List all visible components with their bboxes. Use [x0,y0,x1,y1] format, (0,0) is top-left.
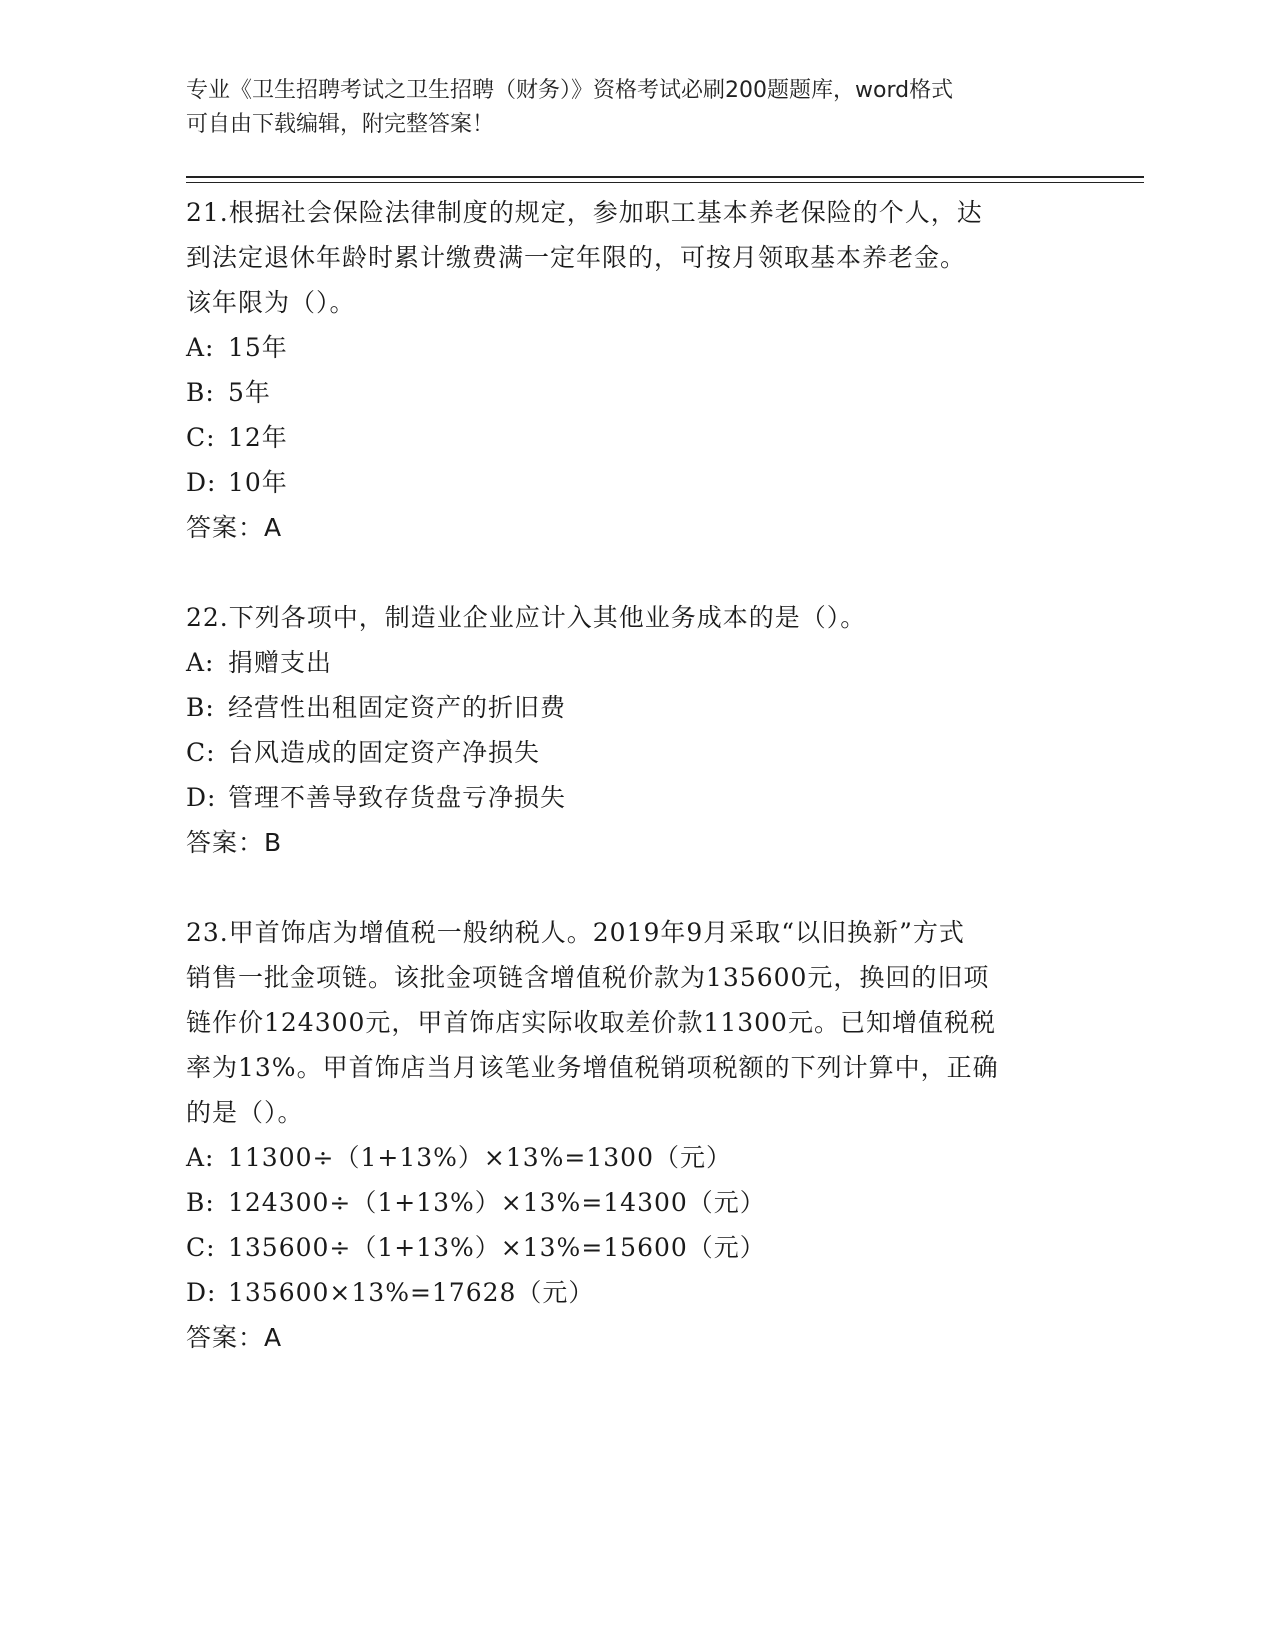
question-stem-line: 的是（）。 [186,1098,304,1127]
header-divider-thin [186,182,1144,183]
answer-line: 答案：A [186,513,283,542]
option-text: 经营性出租固定资产的折旧费 [228,693,567,722]
question-stem-line: 销售一批金项链。该批金项链含增值税价款为135600元，换回的旧项 [186,963,990,992]
option-d [186,775,1086,820]
option-b [186,685,1086,730]
option-a [186,1135,1086,1180]
option-a [186,640,1086,685]
option-label: A: [186,648,215,677]
option-label: C: [186,423,216,452]
question-stem-line: 23.甲首饰店为增值税一般纳税人。2019年9月采取“以旧换新”方式 [186,918,965,947]
option-text: 台风造成的固定资产净损失 [228,738,541,767]
question-spacer [186,550,1086,595]
option-b [186,370,1086,415]
option-text: 捐赠支出 [228,648,333,677]
option-text: 11300÷（1+13%）×13%=1300（元） [228,1143,732,1172]
option-c [186,730,1086,775]
question-stem-line: 到法定退休年龄时累计缴费满一定年限的，可按月领取基本养老金。 [186,243,967,272]
option-c [186,415,1086,460]
option-label: D: [186,1278,217,1307]
option-b [186,1180,1086,1225]
option-label: D: [186,783,217,812]
answer-line: 答案：A [186,1323,283,1352]
question-list [186,190,1086,1360]
header-divider-thick [186,176,1144,178]
option-label: A: [186,1143,215,1172]
option-label: B: [186,693,215,722]
question-stem-line: 链作价124300元，甲首饰店实际收取差价款11300元。已知增值税税 [186,1008,996,1037]
option-d [186,460,1086,505]
question-21 [186,190,1086,550]
question-22 [186,595,1086,865]
option-text: 15年 [228,333,288,362]
question-23 [186,910,1086,1360]
question-spacer [186,865,1086,910]
option-a [186,325,1086,370]
option-label: B: [186,378,215,407]
option-label: A: [186,333,215,362]
option-text: 135600÷（1+13%）×13%=15600（元） [228,1233,766,1262]
question-stem-line: 率为13%。甲首饰店当月该笔业务增值税销项税额的下列计算中，正确 [186,1053,999,1082]
option-text: 12年 [228,423,288,452]
question-stem-line: 该年限为（）。 [186,288,356,317]
page-header [186,74,1086,142]
option-text: 124300÷（1+13%）×13%=14300（元） [228,1188,766,1217]
header-line-1: 专业《卫生招聘考试之卫生招聘（财务）》资格考试必刷200题题库，word格式 [186,78,954,103]
option-d [186,1270,1086,1315]
option-text: 5年 [228,378,271,407]
question-stem-line: 22.下列各项中，制造业企业应计入其他业务成本的是（）。 [186,603,867,632]
option-text: 10年 [228,468,288,497]
option-label: C: [186,1233,216,1262]
option-c [186,1225,1086,1270]
option-label: B: [186,1188,215,1217]
question-stem-line: 21.根据社会保险法律制度的规定，参加职工基本养老保险的个人，达 [186,198,983,227]
option-text: 管理不善导致存货盘亏净损失 [228,783,567,812]
answer-line: 答案：B [186,828,283,857]
option-text: 135600×13%=17628（元） [228,1278,595,1307]
option-label: C: [186,738,216,767]
header-line-2: 可自由下载编辑，附完整答案！ [186,112,495,137]
option-label: D: [186,468,217,497]
